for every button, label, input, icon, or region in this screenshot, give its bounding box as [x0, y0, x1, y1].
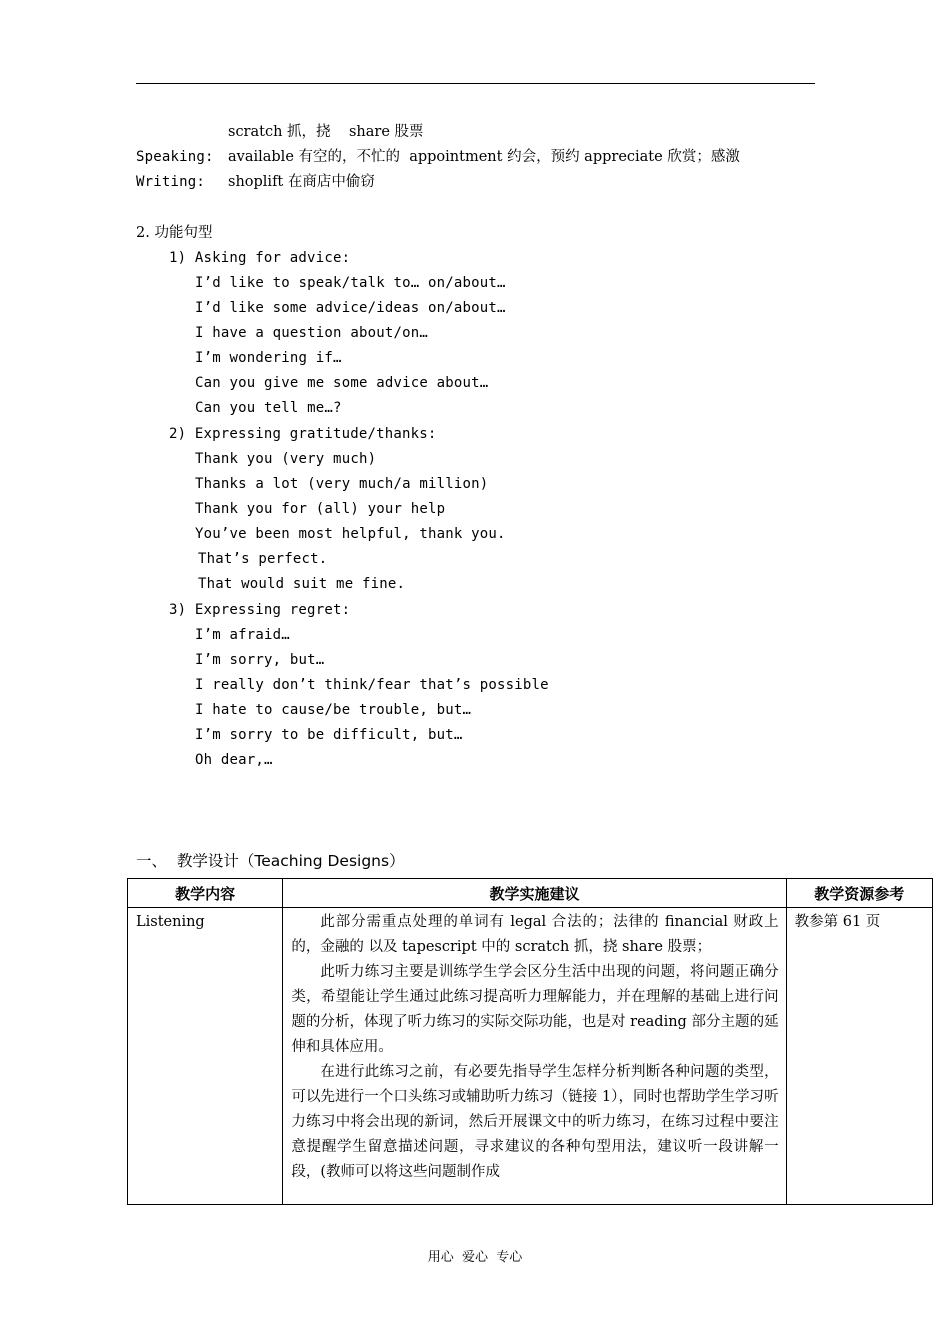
functions-title: 2. 功能句型: [136, 225, 213, 241]
phrase-item: Thank you (very much): [195, 451, 377, 467]
column-header: 教学内容: [128, 879, 283, 908]
speaking-text: available 有空的，不忙的 appointment 约会，预约 appreciate 欣赏；感激: [228, 149, 740, 165]
resource-cell: [786, 908, 932, 1205]
section-number: 一、: [136, 852, 168, 870]
suggestion-paragraph: 此部分需重点处理的单词有 legal 合法的；法律的 financial 财政上的，金融的 以及 tapescript 中的 scratch 抓，挠 share 股票；: [291, 914, 779, 955]
phrase-item: Thank you for (all) your help: [195, 501, 446, 517]
phrase-item: I’d like some advice/ideas on/about…: [195, 300, 506, 316]
suggestion-paragraph: 在进行此练习之前，有必要先指导学生怎样分析判断各种问题的类型，可以先进行一个口头练习或辅助听力练习（链接 1），同时也帮助学生学习听力练习中将会出现的新词，然后开展课文中的听力练习，在练习过程中要注意提醒学生留意描述问题，寻求建议的各种句型用法，建议听一段讲解一段，(教师可以将这些问题制作成: [291, 1064, 779, 1180]
phrase-item: Can you give me some advice about…: [195, 375, 489, 391]
vocab-line-1: scratch 抓，挠 share 股票: [228, 124, 424, 140]
phrase-item: You’ve been most helpful, thank you.: [195, 526, 506, 542]
phrase-item: I’m wondering if…: [195, 350, 342, 366]
speaking-label: Speaking:: [136, 149, 214, 165]
phrase-item: I really don’t think/fear that’s possible: [195, 677, 549, 693]
suggestion-paragraph: 此听力练习主要是训练学生学会区分生活中出现的问题，将问题正确分类，希望能让学生通过此练习提高听力理解能力，并在理解的基础上进行问题的分析，体现了听力练习的实际交际功能，也是对 reading 部分主题的延伸和具体应用。: [291, 964, 779, 1055]
writing-text: shoplift 在商店中偷窃: [228, 174, 375, 190]
column-header: 教学实施建议: [283, 879, 786, 908]
page-footer: 用心 爱心 专心: [427, 1250, 523, 1265]
group-heading: 2) Expressing gratitude/thanks:: [169, 426, 437, 442]
resource-text: 教参第 61 页: [794, 914, 881, 930]
teaching-design-table: [127, 878, 933, 1205]
header-rule: [136, 83, 815, 84]
phrase-item: I’m sorry, but…: [195, 652, 325, 668]
column-header: 教学资源参考: [786, 879, 932, 908]
phrase-item: Can you tell me…?: [195, 400, 342, 416]
phrase-item: That’s perfect.: [198, 551, 328, 567]
group-heading: 3) Expressing regret:: [169, 602, 351, 618]
table-row: [128, 908, 933, 1205]
phrase-item: I’m afraid…: [195, 627, 290, 643]
phrase-item: I have a question about/on…: [195, 325, 428, 341]
suggestion-cell: [283, 908, 786, 1205]
phrase-item: I hate to cause/be trouble, but…: [195, 702, 472, 718]
phrase-item: Oh dear,…: [195, 752, 273, 768]
content-cell: [128, 908, 283, 1205]
group-heading: 1) Asking for advice:: [169, 250, 351, 266]
writing-label: Writing:: [136, 174, 206, 190]
phrase-item: I’d like to speak/talk to… on/about…: [195, 275, 506, 291]
section-title: 教学设计（Teaching Designs）: [176, 852, 405, 870]
phrase-item: Thanks a lot (very much/a million): [195, 476, 489, 492]
phrase-item: I’m sorry to be difficult, but…: [195, 727, 463, 743]
phrase-item: That would suit me fine.: [198, 576, 406, 592]
section-heading: [136, 849, 405, 874]
table-header-row: [128, 879, 933, 908]
content-text: Listening: [136, 914, 205, 930]
